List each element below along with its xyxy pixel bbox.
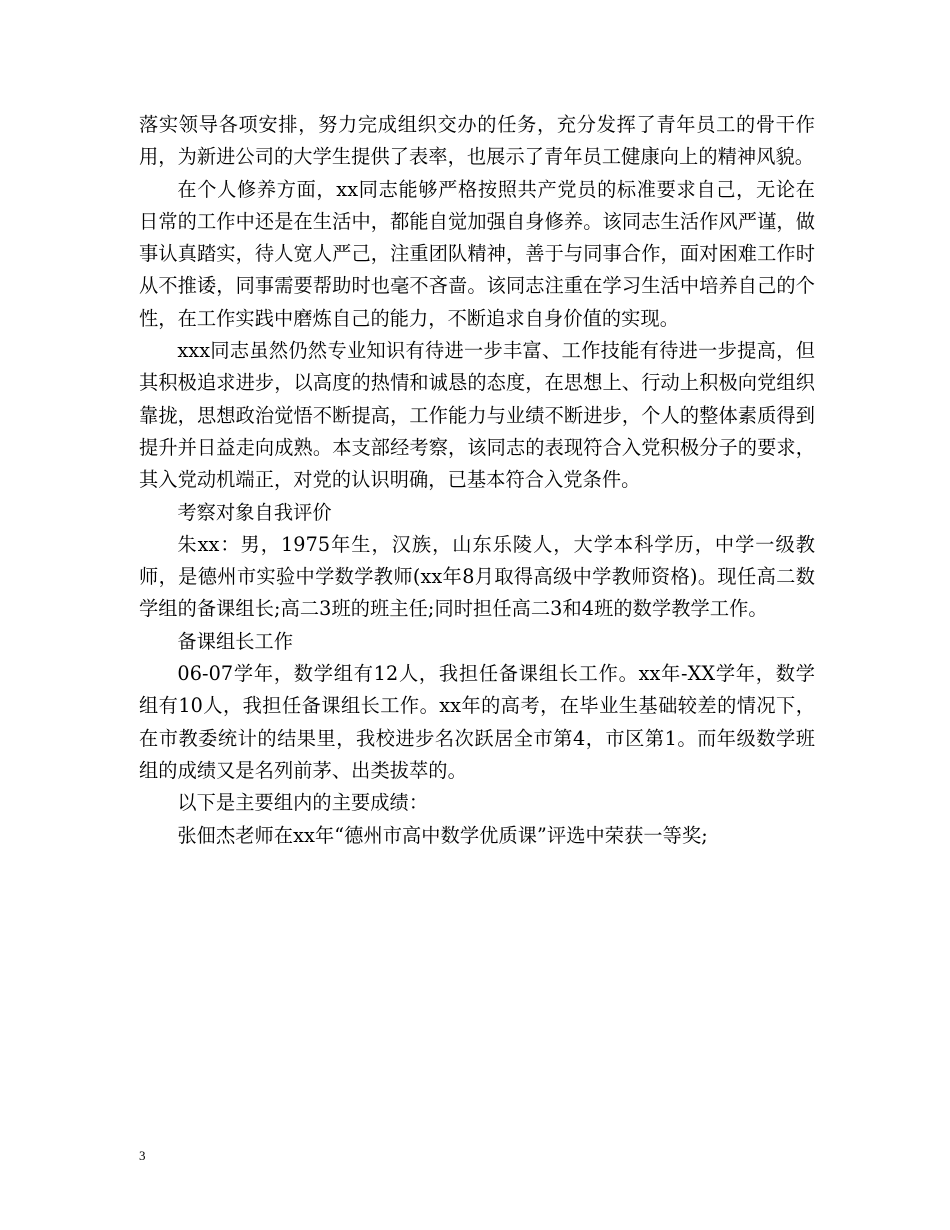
paragraph-1: 落实领导各项安排，努力完成组织交办的任务，充分发挥了青年员工的骨干作用，为新进公司的大学生提供了表率，也展示了青年员工健康向上的精神风貌。 (139, 113, 815, 169)
section-heading-lesson-group-work: 备课组长工作 (177, 629, 294, 653)
paragraph-5: 朱xx：男，1975年生，汉族，山东乐陵人，大学本科学历，中学一级教师，是德州市实验中学数学教师(xx年8月取得高级中学教师资格)。现任高二数学组的备课组长;高二3班的班主任;同时担任高二3和4班的数学教学工作。 (139, 532, 815, 621)
page-number: 3 (139, 1148, 146, 1163)
paragraph-9: 张佃杰老师在xx年“德州市高中数学优质课”评选中荣获一等奖; (177, 823, 708, 847)
section-heading-self-evaluation: 考察对象自我评价 (177, 500, 332, 524)
paragraph-7: 06-07学年，数学组有12人，我担任备课组长工作。xx年-XX学年，数学组有10人，我担任备课组长工作。xx年的高考，在毕业生基础较差的情况下，在市教委统计的结果里，我校进步名次跃居全市第4，市区第1。而年级数学班组的成绩又是名列前茅、出类拔萃的。 (139, 662, 815, 782)
paragraph-3: xxx同志虽然仍然专业知识有待进一步丰富、工作技能有待进一步提高，但其积极追求进步，以高度的热情和诚恳的态度，在思想上、行动上积极向党组织靠拢，思想政治觉悟不断提高，工作能力与业绩不断进步，个人的整体素质得到提升并日益走向成熟。本支部经考察，该同志的表现符合入党积极分子的要求，其入党动机端正，对党的认识明确，已基本符合入党条件。 (139, 339, 815, 492)
document-body (139, 109, 815, 852)
paragraph-8: 以下是主要组内的主要成绩： (177, 791, 429, 815)
paragraph-2: 在个人修养方面，xx同志能够严格按照共产党员的标准要求自己，无论在日常的工作中还是在生活中，都能自觉加强自身修养。该同志生活作风严谨，做事认真踏实，待人宽人严己，注重团队精神，善于与同事合作，面对困难工作时从不推诿，同事需要帮助时也毫不吝啬。该同志注重在学习生活中培养自己的个性，在工作实践中磨炼自己的能力，不断追求自身价值的实现。 (139, 177, 815, 330)
